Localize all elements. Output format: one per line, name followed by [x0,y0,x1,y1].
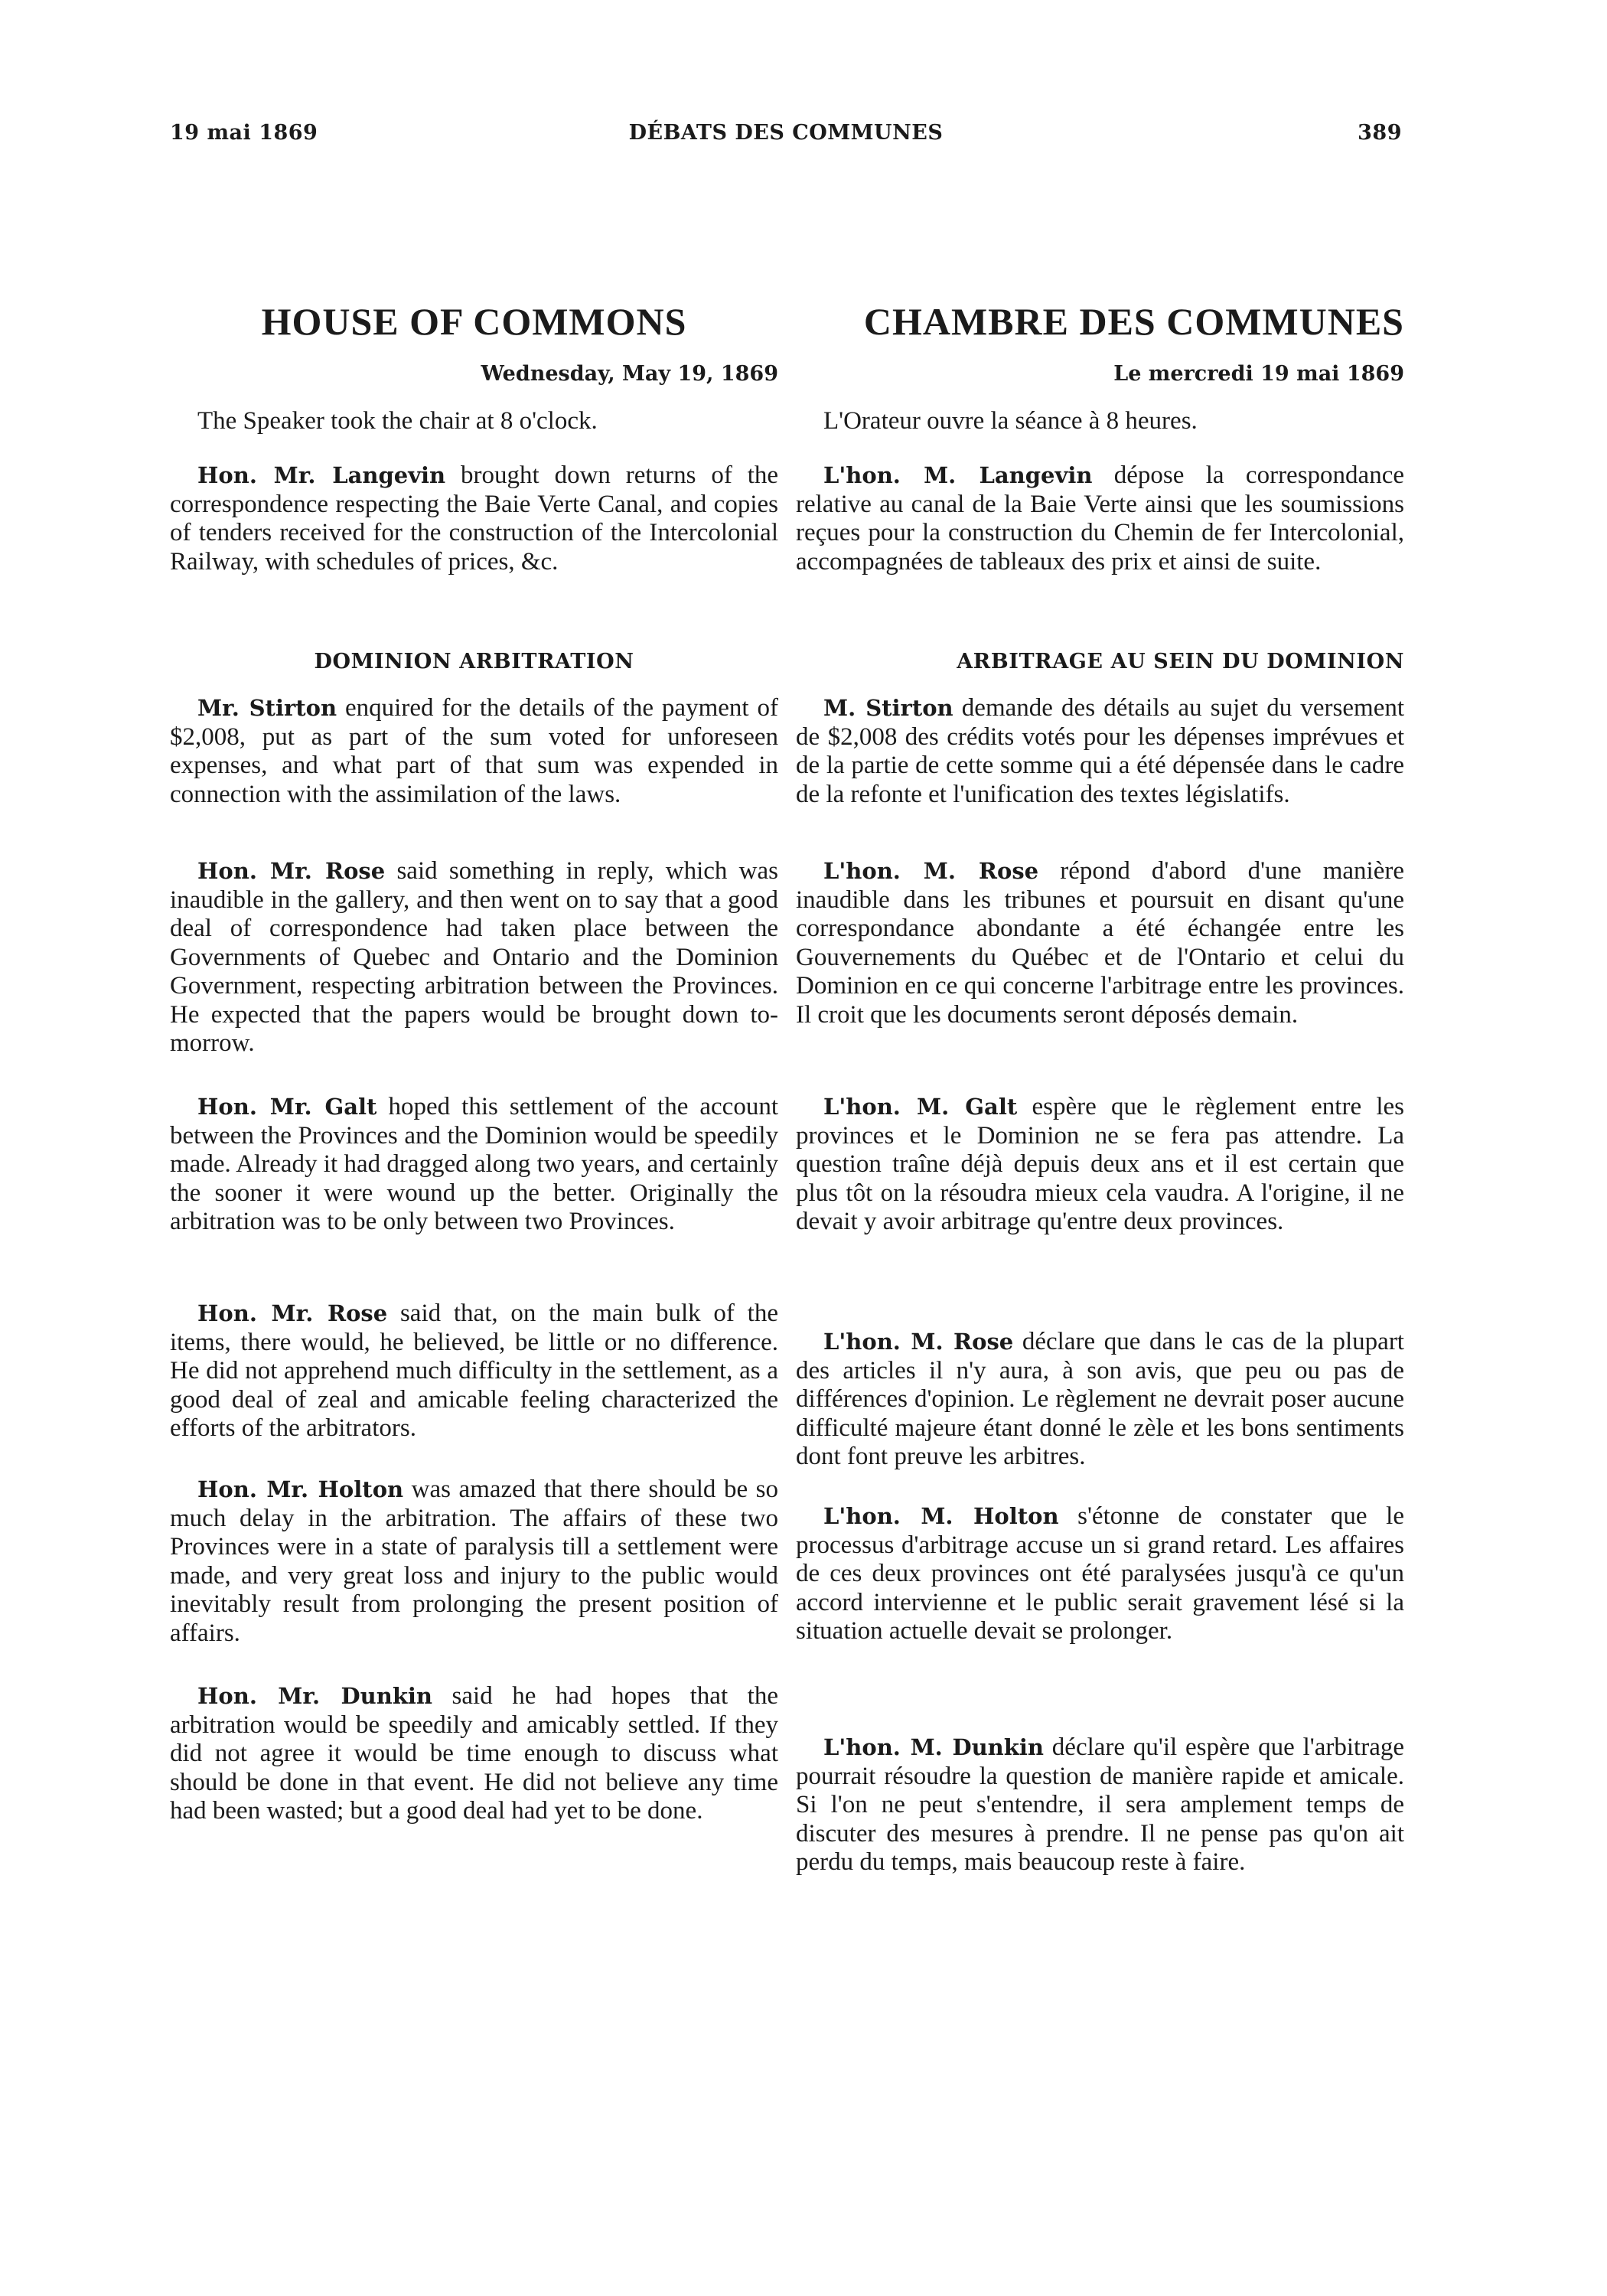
paragraph-galt [170,1093,778,1237]
speaker-name: Hon. Mr. Dunkin [197,1683,433,1709]
paragraph-rose-1 [170,857,778,1058]
paragraph-stirton [796,694,1404,809]
section-heading: DOMINION ARBITRATION [314,650,634,673]
speaker-took-chair: L'Orateur ouvre la séance à 8 heures. [823,407,1198,435]
house-title: CHAMBRE DES COMMUNES [863,300,1404,343]
paragraph-holton [796,1502,1404,1646]
section-heading: ARBITRAGE AU SEIN DU DOMINION [957,650,1404,673]
paragraph-stirton [170,694,778,809]
speaker-name: Hon. Mr. Galt [197,1094,377,1120]
page-number: 389 [1358,121,1402,145]
paragraph-text: hoped this settlement of the account between the Provinces and the Dominion would be speedily made. Already it had dragged along two years, and certainly the sooner it were wound up the better. Originally the arbitration was to be only between two Provinces. [170,1093,778,1235]
paragraph-text: enquired for the details of the payment of $2,008, put as part of the sum voted for unforeseen expenses, and what part of that sum was expended in connection with the assimilation of the laws. [170,694,779,808]
paragraph-text: s'étonne de constater que le processus d'arbitrage accuse un si grand retard. Les affaires de ces deux provinces ont été paralysées jusqu'à ce qu'un accord intervienne et le public serait gravement lésé si la situation actuelle devait se prolonger. [796,1502,1404,1645]
paragraph-langevin [170,461,778,576]
paragraph-rose-2 [170,1300,778,1443]
speaker-name: L'hon. M. Galt [823,1094,1018,1120]
paragraph-text: brought down returns of the correspondence respecting the Baie Verte Canal, and copies of tenders received for the construction of the Intercolonial Railway, with schedules of prices, &c. [170,461,779,576]
speaker-name: Hon. Mr. Holton [197,1476,404,1502]
running-header [170,121,1402,152]
speaker-name: Mr. Stirton [197,695,337,721]
paragraph-text: répond d'abord d'une manière inaudible dans les tribunes et poursuit en disant qu'une correspondance abondante a été échangée entre les Gouvernements du Québec et de l'Ontario et celui du Dominion en ce qui concerne l'arbitrage entre les provinces. Il croit que les documents seront déposés demain. [796,857,1404,1029]
paragraph-text: dépose la correspondance relative au canal de la Baie Verte ainsi que les soumissions reçues pour la construction du Chemin de fer Intercolonial, accompagnées de tableaux des prix et ainsi de suite. [796,461,1404,576]
speaker-name: Hon. Mr. Langevin [197,462,446,488]
house-title: HOUSE OF COMMONS [261,300,687,343]
paragraph-text: déclare qu'il espère que l'arbitrage pourrait résoudre la question de manière rapide et amicale. Si l'on ne peut s'entendre, il sera amplement temps de discuter des mesures à prendre. Il ne pense pas qu'on ait perdu du temps, mais beaucoup reste à faire. [796,1733,1404,1876]
paragraph-rose-2 [796,1328,1404,1472]
speaker-name: L'hon. M. Holton [823,1503,1059,1529]
french-column [796,295,1405,1876]
speaker-took-chair: The Speaker took the chair at 8 o'clock. [197,407,598,435]
speaker-name: L'hon. M. Langevin [823,462,1093,488]
paragraph-text: demande des détails au sujet du versement de $2,008 des crédits votés pour les dépenses imprévues et de la partie de cette somme qui a été dépensée dans le cadre de la refonte et l'unification des textes législatifs. [796,694,1405,808]
speaker-name: Hon. Mr. Rose [197,858,386,884]
sitting-date: Wednesday, May 19, 1869 [481,362,778,386]
sitting-date: Le mercredi 19 mai 1869 [1113,362,1404,386]
paragraph-holton [170,1476,778,1648]
paragraph-text: said that, on the main bulk of the items, there would, he believed, be little or no difference. He did not apprehend much difficulty in the settlement, as a good deal of zeal and amicable feeling characterized the efforts of the arbitrators. [170,1300,778,1442]
journal-title: DÉBATS DES COMMUNES [628,121,944,145]
paragraph-rose-1 [796,857,1404,1029]
paragraph-text: was amazed that there should be so much delay in the arbitration. The affairs of these two Provinces were in a state of paralysis till a settlement were made, and very great loss and injury to the public would inevitably result from prolonging the present position of affairs. [170,1476,779,1647]
paragraph-text: said he had hopes that the arbitration would be speedily and amicably settled. If they did not agree it would be time enough to discuss what should be done in that event. He did not believe any time had been wasted; but a good deal had yet to be done. [170,1682,778,1825]
english-column [170,295,779,1825]
paragraph-galt [796,1093,1404,1237]
speaker-name: L'hon. M. Rose [823,858,1039,884]
speaker-name: L'hon. M. Dunkin [823,1734,1044,1760]
paragraph-text: said something in reply, which was inaudible in the gallery, and then went on to say that a good deal of correspondence had taken place between the Governments of Quebec and Ontario and the Dominion Government, respecting arbitration between the Provinces. He expected that the papers would be brought down to-morrow. [170,857,778,1057]
paragraph-text: espère que le règlement entre les provinces et le Dominion ne se fera pas attendre. La question traîne déjà depuis deux ans et il est certain que plus tôt on la résoudra mieux cela vaudra. A l'origine, il ne devait y avoir arbitrage qu'entre deux provinces. [796,1093,1404,1235]
paragraph-langevin [796,461,1404,576]
paragraph-dunkin [796,1733,1404,1877]
header-date: 19 mai 1869 [170,121,318,145]
speaker-name: Hon. Mr. Rose [197,1300,388,1326]
paragraph-text: déclare que dans le cas de la plupart des articles il n'y aura, à son avis, que peu ou pas de différences d'opinion. Le règlement ne devrait poser aucune difficulté majeure étant donné le zèle et les bons sentiments dont font preuve les arbitres. [796,1328,1404,1470]
speaker-name: M. Stirton [823,695,953,721]
paragraph-dunkin [170,1682,778,1826]
speaker-name: L'hon. M. Rose [823,1329,1014,1355]
